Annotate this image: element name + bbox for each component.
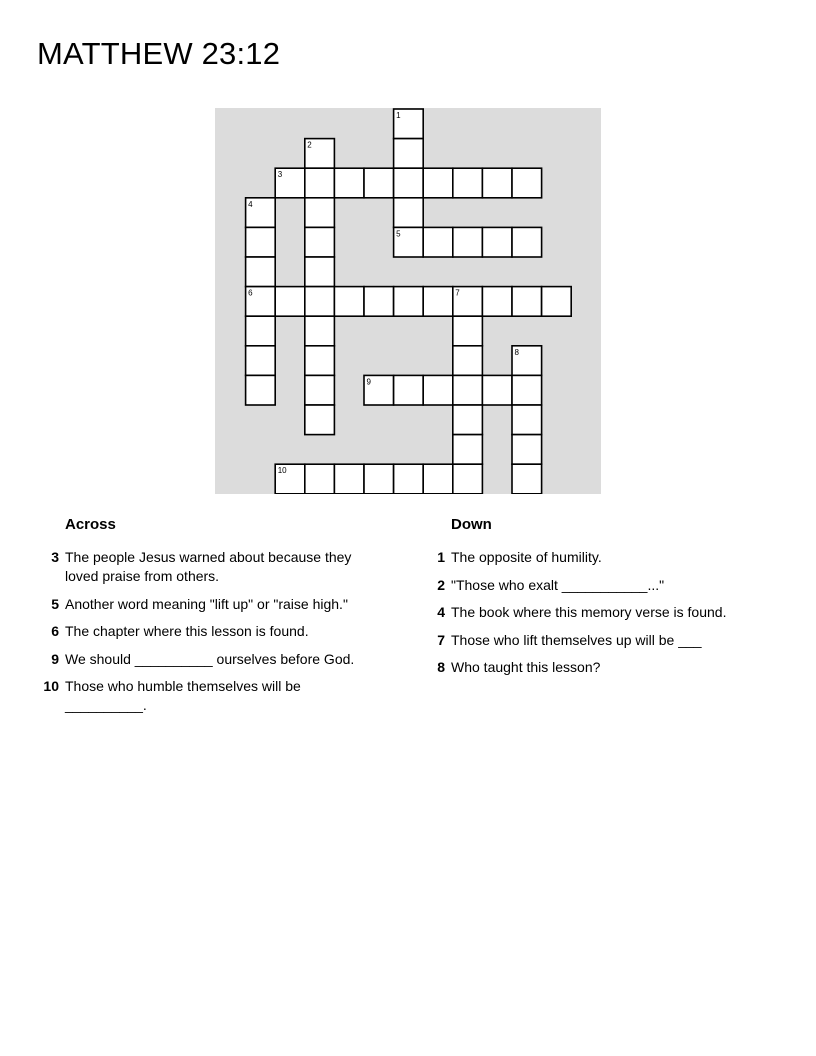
crossword-cell[interactable]: [453, 405, 483, 435]
cell-number: 3: [277, 170, 283, 180]
crossword-cell[interactable]: [305, 405, 335, 435]
crossword-cell[interactable]: [305, 316, 335, 346]
clue-number: 4: [437, 604, 445, 620]
cell-number: 10: [277, 466, 287, 476]
clue-text: Those who lift themselves up will be ___: [451, 631, 702, 648]
crossword-cell[interactable]: [453, 316, 483, 346]
clue-text: Those who humble themselves will be __________.: [65, 678, 301, 713]
crossword-cell[interactable]: [334, 287, 364, 317]
crossword-grid-svg: [215, 108, 601, 494]
clue-number: 8: [437, 659, 445, 675]
cell-number: 4: [248, 199, 253, 209]
crossword-cell[interactable]: [364, 287, 394, 317]
crossword-cell[interactable]: [246, 346, 276, 376]
crossword-cell[interactable]: [334, 168, 364, 198]
crossword-cell[interactable]: [512, 464, 542, 494]
crossword-cell[interactable]: [394, 168, 424, 198]
clue-text: The people Jesus warned about because they loved praise from others.: [65, 549, 352, 584]
clue-number: 9: [51, 650, 59, 667]
cell-number: 8: [514, 347, 519, 357]
across-clue: [37, 677, 377, 715]
clue-number: 1: [437, 549, 445, 565]
crossword-cell[interactable]: [453, 375, 483, 405]
crossword-grid: [215, 108, 601, 494]
crossword-cell[interactable]: [482, 375, 512, 405]
clue-number: 5: [51, 595, 59, 612]
crossword-cell[interactable]: [275, 287, 305, 317]
across-clue-list: [37, 548, 377, 724]
clue-number: 2: [437, 576, 445, 593]
crossword-cell[interactable]: [246, 316, 276, 346]
clue-text: The chapter where this lesson is found.: [65, 623, 309, 639]
clue-text: Who taught this lesson?: [451, 659, 601, 675]
crossword-cell[interactable]: [512, 227, 542, 257]
crossword-cell[interactable]: [423, 375, 453, 405]
cell-number: 9: [366, 377, 371, 387]
crossword-cell[interactable]: [512, 375, 542, 405]
down-clue: [423, 631, 763, 650]
clue-text: We should __________ ourselves before God.: [65, 650, 355, 667]
crossword-cell[interactable]: [364, 464, 394, 494]
crossword-cell[interactable]: [246, 227, 276, 257]
down-clue-list: [423, 548, 763, 686]
crossword-cell[interactable]: [482, 287, 512, 317]
page-title: MATTHEW 23:12: [37, 36, 281, 71]
across-clue: [37, 650, 377, 669]
crossword-cell[interactable]: [423, 227, 453, 257]
crossword-cell[interactable]: [246, 257, 276, 287]
cell-number: 1: [396, 111, 401, 120]
crossword-cell[interactable]: [305, 375, 335, 405]
down-clue: [423, 603, 763, 622]
down-heading: Down: [451, 516, 492, 533]
crossword-cell[interactable]: [334, 464, 364, 494]
crossword-cell[interactable]: [364, 168, 394, 198]
crossword-cell[interactable]: [394, 375, 424, 405]
crossword-cell[interactable]: [542, 287, 572, 317]
crossword-cell[interactable]: [305, 464, 335, 494]
clue-number: 6: [51, 623, 59, 639]
crossword-cell[interactable]: [482, 227, 512, 257]
crossword-cell[interactable]: [246, 375, 276, 405]
clue-number: 3: [51, 549, 59, 565]
crossword-cell[interactable]: [423, 287, 453, 317]
crossword-cell[interactable]: [453, 227, 483, 257]
crossword-cell[interactable]: [512, 435, 542, 465]
clue-text: "Those who exalt ___________...": [451, 576, 665, 593]
down-clue: [423, 548, 763, 567]
crossword-cell[interactable]: [394, 287, 424, 317]
cell-number: 6: [248, 288, 253, 298]
across-heading: Across: [65, 516, 116, 533]
crossword-cell[interactable]: [305, 227, 335, 257]
cell-number: 5: [396, 229, 401, 239]
down-clue: [423, 658, 763, 677]
crossword-cell[interactable]: [423, 168, 453, 198]
crossword-cell[interactable]: [305, 287, 335, 317]
clue-text: Another word meaning "lift up" or "raise high.": [65, 595, 348, 612]
crossword-cell[interactable]: [482, 168, 512, 198]
clue-text: The book where this memory verse is found.: [451, 604, 727, 620]
clue-text: The opposite of humility.: [451, 549, 602, 565]
crossword-cell[interactable]: [305, 198, 335, 228]
crossword-cell[interactable]: [512, 287, 542, 317]
crossword-cell[interactable]: [453, 346, 483, 376]
crossword-cell[interactable]: [512, 168, 542, 198]
crossword-cell[interactable]: [305, 346, 335, 376]
across-clue: [37, 622, 377, 641]
down-clue: [423, 576, 763, 595]
crossword-cell[interactable]: [305, 257, 335, 287]
clue-number: 7: [437, 631, 445, 648]
crossword-cell[interactable]: [394, 198, 424, 228]
crossword-cell[interactable]: [453, 435, 483, 465]
cell-number: 2: [307, 140, 312, 150]
crossword-cell[interactable]: [305, 168, 335, 198]
across-clue: [37, 595, 377, 614]
across-clue: [37, 548, 377, 586]
crossword-cell[interactable]: [394, 139, 424, 169]
crossword-cell[interactable]: [423, 464, 453, 494]
crossword-cell[interactable]: [512, 405, 542, 435]
crossword-cell[interactable]: [453, 464, 483, 494]
cell-number: 7: [455, 288, 460, 298]
crossword-cell[interactable]: [453, 168, 483, 198]
clue-number: 10: [43, 678, 59, 694]
crossword-cell[interactable]: [394, 464, 424, 494]
